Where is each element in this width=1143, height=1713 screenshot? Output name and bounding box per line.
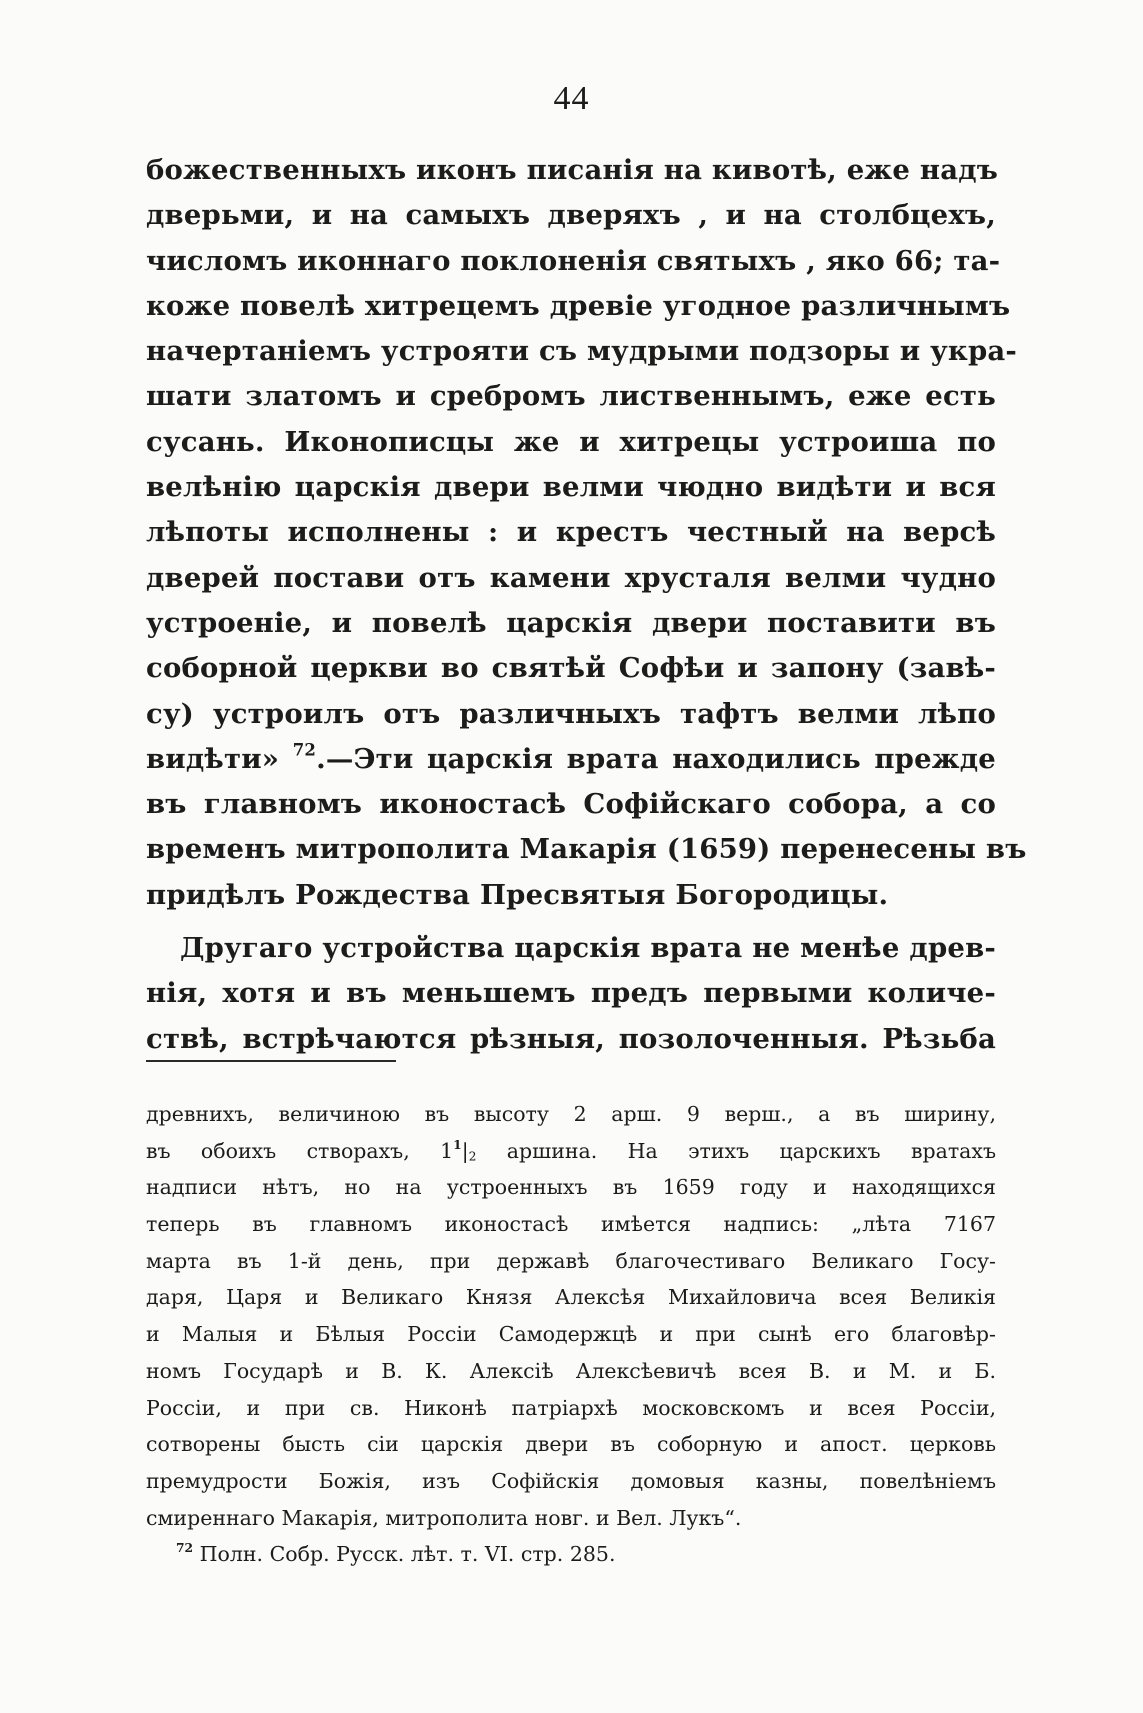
footnote-number: 72 (176, 1540, 194, 1556)
text-line: сусань. Иконописцы же и хитрецы устроиша по (146, 425, 996, 458)
text-line: придѣлъ Рождества Пресвятыя Богородицы. (146, 878, 889, 911)
footnote-line: сотворены бысть сіи царскія двери въ соборную и апост. церковь (146, 1432, 996, 1457)
footnote-divider (146, 1060, 396, 1062)
text-line: устроеніе, и повелѣ царскія двери поставити въ (146, 606, 996, 639)
footnote-line: смиреннаго Макарія, митрополита новг. и Вел. Лукъ“. (146, 1505, 742, 1530)
text-fragment: въ обоихъ створахъ, 1 (146, 1138, 454, 1163)
footnotes (146, 1096, 996, 1573)
text-line: нія, хотя и въ меньшемъ предъ первыми количе- (146, 977, 996, 1010)
text-line: су) устроилъ отъ различныхъ тафтъ велми лѣпо (146, 697, 996, 730)
footnote-line: и Малыя и Бѣлыя Россіи Самодержцѣ и при сынѣ его благовѣр- (146, 1322, 996, 1347)
footnote-line (146, 1133, 996, 1170)
footnote-line: номъ Государѣ и В. К. Алексіѣ Алексѣевичѣ всея В. и М. и Б. (146, 1358, 996, 1383)
fraction-denominator: 2 (468, 1149, 477, 1164)
text-line: начертаніемъ устрояти съ мудрыми подзоры и укра- (146, 335, 1018, 368)
text-line: числомъ иконнаго поклоненія святыхъ , яко 66; та- (146, 244, 1001, 277)
footnote-line: надписи нѣтъ, но на устроенныхъ въ 1659 году и находящихся (146, 1175, 996, 1200)
footnote-72 (146, 1536, 996, 1573)
main-text (146, 148, 1027, 1062)
paragraph-gap (146, 918, 996, 926)
text-line: дверей постави отъ камени хрусталя велми чудно (146, 561, 996, 594)
text-line: въ главномъ иконостасѣ Софійскаго собора, а со (146, 788, 996, 821)
text-fragment: аршина. На этихъ царскихъ вратахъ (476, 1138, 996, 1163)
footnote-line: Россіи, и при св. Никонѣ патріархѣ московскомъ и всея Россіи, (146, 1395, 996, 1420)
text-line: шати златомъ и сребромъ лиственнымъ, еже есть (146, 380, 996, 413)
text-line: божественныхъ иконъ писанія на кивотѣ, еже надъ (146, 154, 999, 186)
page-number: 44 (553, 80, 590, 117)
text-line: дверьми, и на самыхъ дверяхъ , и на столбцехъ, (146, 199, 996, 232)
footnote-line: марта въ 1-й день, при державѣ благочестиваго Великаго Госу- (146, 1248, 996, 1273)
footnote-ref-72: 72 (292, 740, 317, 760)
text-line: лѣпоты исполнены : и крестъ честный на версѣ (146, 516, 996, 549)
footnote-line: древнихъ, величиною въ высоту 2 арш. 9 верш., а въ ширину, (146, 1102, 996, 1126)
fraction-bar: | (461, 1138, 469, 1163)
text-line: ствѣ, встрѣчаются рѣзныя, позолоченныя. Рѣзьба (146, 1022, 996, 1055)
footnote-text: Полн. Собр. Русск. лѣт. т. VI. стр. 285. (193, 1542, 616, 1567)
text-line: коже повелѣ хитрецемъ древіе угодное различнымъ (146, 289, 1011, 322)
text-line: соборной церкви во святѣй Софѣи и запону (завѣ- (146, 652, 996, 685)
text-fragment: видѣти» (146, 742, 280, 775)
footnote-line: премудрости Божія, изъ Софійскія домовыя казны, повелѣніемъ (146, 1468, 996, 1493)
fraction-numerator: 1 (453, 1136, 462, 1152)
text-line: велѣнію царскія двери велми чюдно видѣти и вся (146, 471, 996, 504)
footnote-line: даря, Царя и Великаго Князя Алексѣя Михайловича всея Великія (146, 1285, 996, 1310)
footnote-line: теперь въ главномъ иконостасѣ имѣется надпись: „лѣта 7167 (146, 1212, 996, 1237)
text-line: временъ митрополита Макарія (1659) перенесены въ (146, 833, 1027, 866)
text-fragment: .—Эти царскія врата находились прежде (316, 742, 996, 775)
text-line-with-footnote-ref (146, 737, 996, 782)
text-line-indented: Другаго устройства царскія врата не менѣе древ- (180, 932, 996, 965)
